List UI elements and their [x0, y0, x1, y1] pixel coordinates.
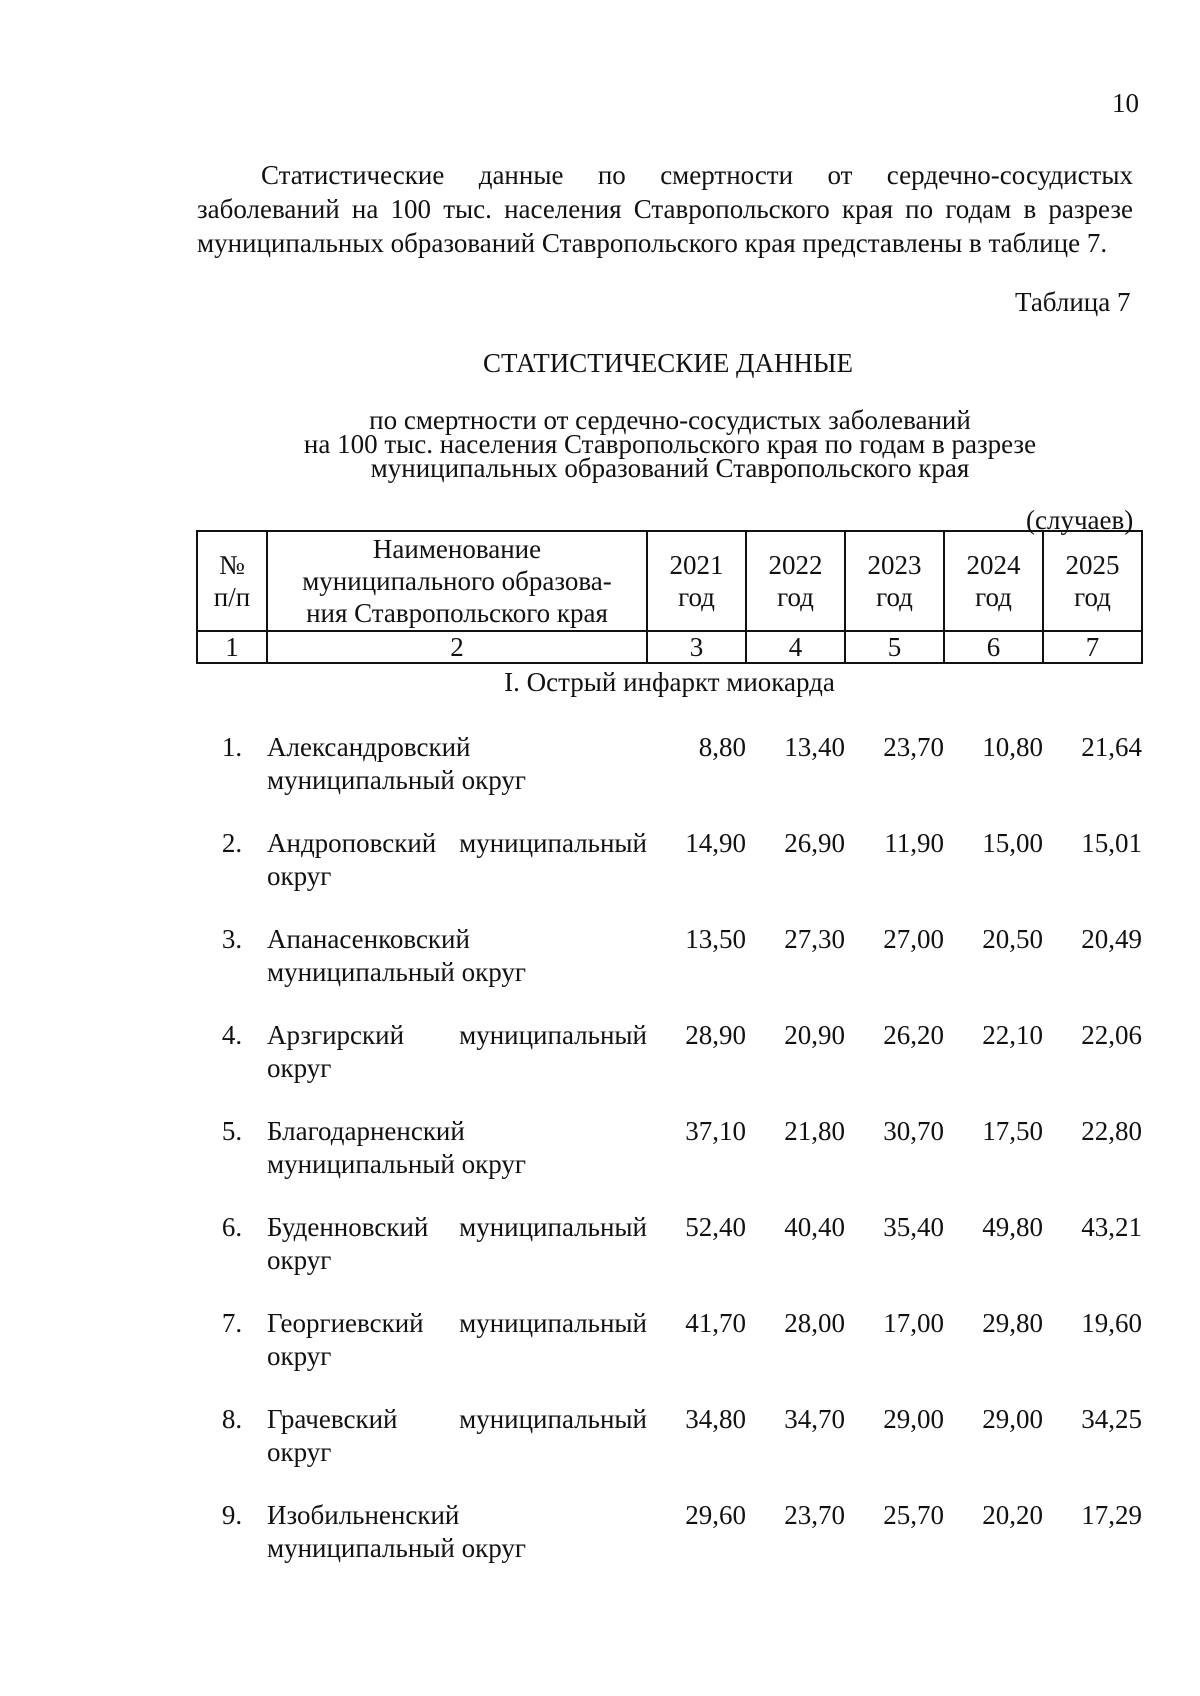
municipality-name: Апанасенковский муниципальный округ	[267, 924, 526, 987]
value-cell: 30,70	[883, 1116, 944, 1146]
column-index-row	[197, 631, 1142, 663]
value-cell: 20,49	[1081, 924, 1142, 954]
row-number: 6.	[221, 1212, 243, 1242]
table-row	[197, 1115, 1142, 1211]
value-cell: 21,64	[1081, 732, 1142, 762]
header-year-line: 2021	[669, 550, 724, 580]
value-cell: 17,00	[883, 1308, 944, 1338]
value-cell: 40,40	[784, 1212, 845, 1242]
value-cell: 34,25	[1081, 1404, 1142, 1434]
header-year-2024	[944, 531, 1043, 631]
value-cell: 43,21	[1081, 1212, 1142, 1242]
value-cell: 28,90	[685, 1020, 746, 1050]
row-number: 4.	[221, 1020, 243, 1050]
value-cell: 27,30	[784, 924, 845, 954]
header-name-line: Наименование	[372, 534, 542, 564]
value-cell: 28,00	[784, 1308, 845, 1338]
column-index-cell: 7	[1043, 631, 1142, 663]
section-heading: I. Острый инфаркт миокарда	[504, 667, 835, 697]
table-row	[197, 1019, 1142, 1115]
value-cell: 13,40	[784, 732, 845, 762]
municipality-name: Андроповский муниципальный округ	[267, 828, 647, 891]
header-year-line: год	[678, 582, 715, 612]
header-year-2022	[746, 531, 845, 631]
header-year-line: год	[1074, 582, 1111, 612]
value-cell: 15,01	[1081, 828, 1142, 858]
table-header-row	[197, 531, 1142, 631]
units-label: (случаев)	[1026, 505, 1134, 535]
value-cell: 8,80	[698, 732, 746, 762]
municipality-name: Арзгирский муниципальный округ	[267, 1020, 647, 1083]
row-number: 7.	[221, 1308, 243, 1338]
value-cell: 22,10	[982, 1020, 1043, 1050]
value-cell: 23,70	[883, 732, 944, 762]
value-cell: 20,90	[784, 1020, 845, 1050]
header-num	[197, 531, 267, 631]
page-number: 10	[1112, 88, 1139, 118]
subtitle-line: муниципальных образований Ставропольского края	[370, 453, 970, 483]
document-subtitle	[160, 405, 1180, 483]
value-cell: 29,00	[883, 1404, 944, 1434]
column-index-cell: 4	[746, 631, 845, 663]
column-index-cell: 2	[267, 631, 647, 663]
value-cell: 17,29	[1081, 1500, 1142, 1530]
value-cell: 52,40	[685, 1212, 746, 1242]
header-year-line: 2025	[1065, 550, 1120, 580]
value-cell: 22,06	[1081, 1020, 1142, 1050]
table-row	[197, 1211, 1142, 1307]
table-row	[197, 731, 1142, 827]
value-cell: 29,00	[982, 1404, 1043, 1434]
table-row	[197, 1499, 1142, 1595]
header-year-2021	[647, 531, 746, 631]
value-cell: 37,10	[685, 1116, 746, 1146]
municipality-name: Грачевский муниципальный округ	[267, 1404, 647, 1467]
value-cell: 26,90	[784, 828, 845, 858]
value-cell: 20,20	[982, 1500, 1043, 1530]
value-cell: 29,80	[982, 1308, 1043, 1338]
header-name-line: муниципального образова-	[302, 566, 612, 596]
value-cell: 26,20	[883, 1020, 944, 1050]
header-name-line: ния Ставропольского края	[306, 598, 608, 628]
municipality-name: Георгиевский муниципальный округ	[267, 1308, 647, 1371]
intro-paragraph: Статистические данные по смертности от сердечно-сосудистых заболеваний на 100 тыс. населения Ставропольского края по годам в разрезе муниципальных образований Ставропольского края представлены в таблице 7.	[197, 160, 1133, 258]
table-row	[197, 923, 1142, 1019]
mortality-table	[196, 530, 1143, 1595]
table-row	[197, 1403, 1142, 1499]
value-cell: 34,80	[685, 1404, 746, 1434]
value-cell: 27,00	[883, 924, 944, 954]
header-year-2023	[845, 531, 944, 631]
section-row	[197, 663, 1142, 731]
header-year-line: год	[876, 582, 913, 612]
value-cell: 22,80	[1081, 1116, 1142, 1146]
municipality-name: Благодарненский муниципальный округ	[267, 1116, 526, 1179]
value-cell: 15,00	[982, 828, 1043, 858]
header-year-2025	[1043, 531, 1142, 631]
header-year-line: год	[777, 582, 814, 612]
column-index-cell: 6	[944, 631, 1043, 663]
value-cell: 20,50	[982, 924, 1043, 954]
value-cell: 34,70	[784, 1404, 845, 1434]
column-index-cell: 5	[845, 631, 944, 663]
header-year-line: 2022	[768, 550, 823, 580]
table-body	[197, 663, 1142, 1595]
value-cell: 21,80	[784, 1116, 845, 1146]
row-number: 5.	[221, 1116, 243, 1146]
table-row	[197, 827, 1142, 923]
municipality-name: Изобильненский муниципальный округ	[267, 1500, 526, 1563]
municipality-name: Александровский муниципальный округ	[267, 732, 526, 795]
header-year-line: 2024	[966, 550, 1021, 580]
value-cell: 13,50	[685, 924, 746, 954]
row-number: 1.	[221, 732, 243, 762]
header-name	[267, 531, 647, 631]
value-cell: 17,50	[982, 1116, 1043, 1146]
header-year-line: 2023	[867, 550, 922, 580]
row-number: 8.	[221, 1404, 243, 1434]
header-year-line: год	[975, 582, 1012, 612]
value-cell: 41,70	[685, 1308, 746, 1338]
subtitle-line: на 100 тыс. населения Ставропольского края по годам в разрезе	[303, 429, 1037, 459]
value-cell: 11,90	[884, 828, 944, 858]
document-title: СТАТИСТИЧЕСКИЕ ДАННЫЕ	[482, 348, 854, 378]
row-number: 2.	[221, 828, 243, 858]
value-cell: 25,70	[883, 1500, 944, 1530]
row-number: 9.	[221, 1500, 243, 1530]
value-cell: 29,60	[685, 1500, 746, 1530]
value-cell: 10,80	[982, 732, 1043, 762]
table-row	[197, 1307, 1142, 1403]
subtitle-line: по смертности от сердечно-сосудистых заболеваний	[369, 405, 971, 435]
column-index-cell: 3	[647, 631, 746, 663]
table-label: Таблица 7	[1015, 287, 1131, 317]
header-num-line: п/п	[213, 582, 251, 612]
value-cell: 14,90	[685, 828, 746, 858]
value-cell: 49,80	[982, 1212, 1043, 1242]
municipality-name: Буденновский муниципальный округ	[267, 1212, 647, 1275]
header-num-line: №	[219, 550, 245, 580]
value-cell: 35,40	[883, 1212, 944, 1242]
column-index-cell: 1	[197, 631, 267, 663]
value-cell: 23,70	[784, 1500, 845, 1530]
row-number: 3.	[221, 924, 243, 954]
value-cell: 19,60	[1081, 1308, 1142, 1338]
